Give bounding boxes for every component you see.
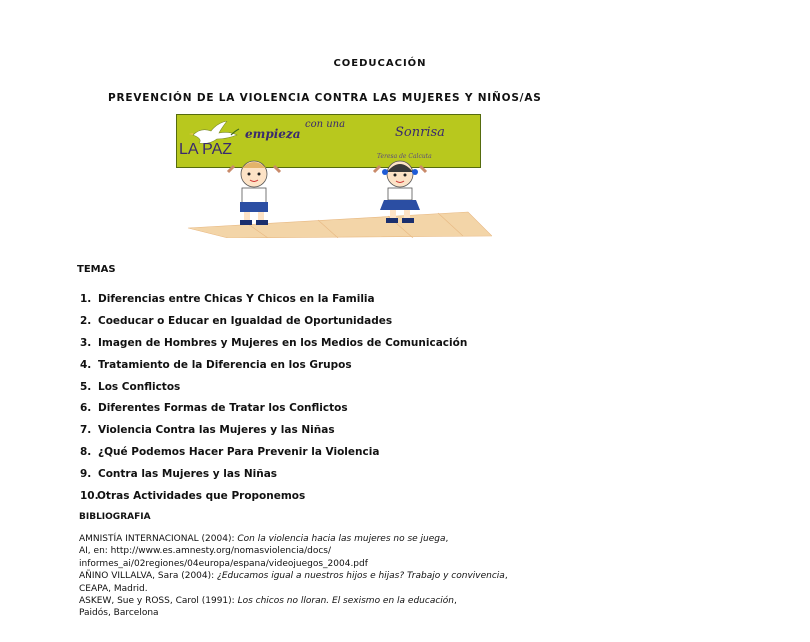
banner-sonrisa: Sonrisa <box>395 125 445 140</box>
list-item: 10.Otras Actividades que Proponemos <box>80 490 306 503</box>
list-item: 4. Tratamiento de la Diferencia en los Grupos <box>80 358 352 371</box>
temas-list <box>80 293 467 512</box>
list-item: 2. Coeducar o Educar en Igualdad de Oportunidades <box>80 314 393 327</box>
banner-empieza: empieza <box>245 127 301 141</box>
list-item: 8. ¿Qué Podemos Hacer Para Prevenir la Violencia <box>80 446 380 459</box>
banner-con-una: con una <box>305 119 346 130</box>
bibliografia-list <box>79 533 509 620</box>
illustration <box>168 112 492 238</box>
list-item: 1. Diferencias entre Chicas Y Chicos en la Familia <box>80 293 375 305</box>
bibliography-entry: AMNISTÍA INTERNACIONAL (2004): Con la violencia hacia las mujeres no se juega, AI, en: http://www.es.amnesty.org/nomasviolencia/docs/ informes_ai/02regiones/04europa/espana/videojuegos_2004.pdf <box>79 534 449 569</box>
bibliography-entry: ASKEW, Sue y ROSS, Carol (1991): Los chicos no lloran. El sexismo en la educación, Paidós, Barcelona <box>79 596 457 619</box>
document-subtitle: PREVENCIÓN DE LA VIOLENCIA CONTRA LAS MUJERES Y NIÑOS/AS <box>108 92 542 104</box>
temas-heading: TEMAS <box>77 264 116 275</box>
bibliografia-heading: BIBLIOGRAFIA <box>79 512 151 522</box>
banner-la-paz: LA PAZ <box>179 141 233 158</box>
banner-signature: Teresa de Calcuta <box>377 153 432 160</box>
list-item: 9. Contra las Mujeres y las Niñas <box>80 468 278 481</box>
list-item: 5. Los Conflictos <box>80 380 181 393</box>
list-item: 3. Imagen de Hombres y Mujeres en los Medios de Comunicación <box>80 336 468 349</box>
children-drawing <box>168 112 492 238</box>
list-item: 7. Violencia Contra las Mujeres y las Niñas <box>80 424 335 437</box>
bibliography-entry: AÑINO VILLALVA, Sara (2004): ¿Educamos igual a nuestros hijos e hijas? Trabajo y convivencia, CEAPA, Madrid. <box>79 571 508 594</box>
document-title: COEDUCACIÓN <box>333 58 427 69</box>
list-item: 6. Diferentes Formas de Tratar los Conflictos <box>80 402 348 415</box>
